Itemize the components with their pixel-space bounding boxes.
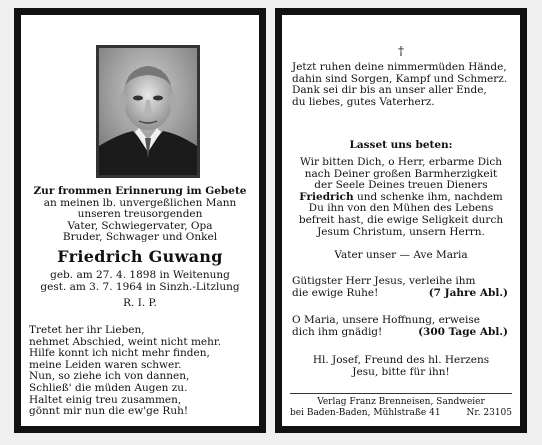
poem-line: Nun, so ziehe ich von dannen, bbox=[29, 370, 190, 383]
poem-line: Tretet her ihr Lieben, bbox=[29, 324, 145, 336]
publisher-imprint bbox=[290, 393, 512, 418]
prayer bbox=[282, 157, 520, 238]
prayer-heading: Lasset uns beten: bbox=[349, 139, 453, 151]
invocation-3: Hl. Josef, Freund des hl. Herzens Jesu, bitte für ihn! bbox=[312, 354, 490, 378]
rip-text: R. I. P. bbox=[123, 297, 157, 310]
invocation-1: Gütigster Herr Jesus, verleihe ihm die ewige Ruhe! (7 Jahre Abl.) bbox=[292, 275, 508, 299]
poem-line: Haltet einig treu zusammen, bbox=[29, 393, 182, 406]
prayer-line: der Seele Deines treuen Dieners bbox=[314, 179, 488, 192]
died-line: gest. am 3. 7. 1964 in Sinzh.-Litzlung bbox=[40, 280, 240, 293]
indulgence-label: (7 Jahre Abl.) bbox=[428, 286, 508, 299]
intro-line: Bruder, Schwager und Onkel bbox=[62, 231, 218, 244]
verse-line: Jetzt ruhen deine nimmermüden Hände, bbox=[292, 61, 507, 73]
indulgence-label: (300 Tage Abl.) bbox=[418, 325, 508, 338]
intro-line: Vater, Schwiegervater, Opa bbox=[67, 219, 213, 232]
vater-unser: Vater unser — Ave Maria bbox=[334, 249, 468, 261]
prayer-line: befreit hast, die ewige Seligkeit durch bbox=[298, 213, 504, 226]
prayer-line: Jesum Christum, unsern Herrn. bbox=[317, 225, 485, 238]
publisher-line: Verlag Franz Brenneisen, Sandweier bbox=[317, 397, 485, 407]
verse-line: du liebes, gutes Vaterherz. bbox=[292, 95, 435, 108]
intro-line: unseren treusorgenden bbox=[77, 208, 203, 221]
poem-line: meine Leiden waren schwer. bbox=[29, 358, 182, 371]
prayer-line: Du ihn von den Mühen des Lebens bbox=[308, 202, 494, 215]
right-card bbox=[275, 8, 527, 433]
poem-line: nehmet Abschied, weint nicht mehr. bbox=[29, 335, 222, 348]
poem-line: Schließ' die müden Augen zu. bbox=[29, 381, 188, 394]
invocation-2: O Maria, unsere Hoffnung, erweise dich ihm gnädig! (300 Tage Abl.) bbox=[292, 314, 508, 338]
prayer-line: Friedrich und schenke ihm, nachdem bbox=[299, 190, 503, 203]
poem bbox=[29, 325, 221, 418]
memorial-heading: Zur frommen Erinnerung im Gebete bbox=[33, 185, 247, 197]
prayer-line: nach Deiner großen Barmherzigkeit bbox=[304, 167, 498, 180]
intro-line: an meinen lb. unvergeßlichen Mann bbox=[43, 196, 237, 209]
publisher-number: Nr. 23105 bbox=[466, 407, 512, 418]
prayer-line: Wir bitten Dich, o Herr, erbarme Dich bbox=[299, 156, 502, 168]
portrait-photo bbox=[96, 45, 200, 178]
prayer-name: Friedrich bbox=[299, 190, 354, 203]
verse-line: Dank sei dir bis an unser aller Ende, bbox=[292, 84, 487, 97]
deceased-name: Friedrich Guwang bbox=[57, 246, 223, 266]
divider bbox=[290, 393, 512, 394]
publisher-address: bei Baden-Baden, Mühlstraße 41 bbox=[290, 407, 441, 418]
poem-line: gönnt mir nun die ew'ge Ruh! bbox=[29, 405, 189, 418]
verse-line: dahin sind Sorgen, Kampf und Schmerz. bbox=[292, 72, 508, 85]
left-card bbox=[14, 8, 266, 433]
born-line: geb. am 27. 4. 1898 in Weitenung bbox=[50, 268, 230, 281]
cross-icon: † bbox=[398, 44, 404, 58]
verse bbox=[292, 62, 507, 108]
poem-line: Hilfe konnt ich nicht mehr finden, bbox=[29, 347, 210, 360]
